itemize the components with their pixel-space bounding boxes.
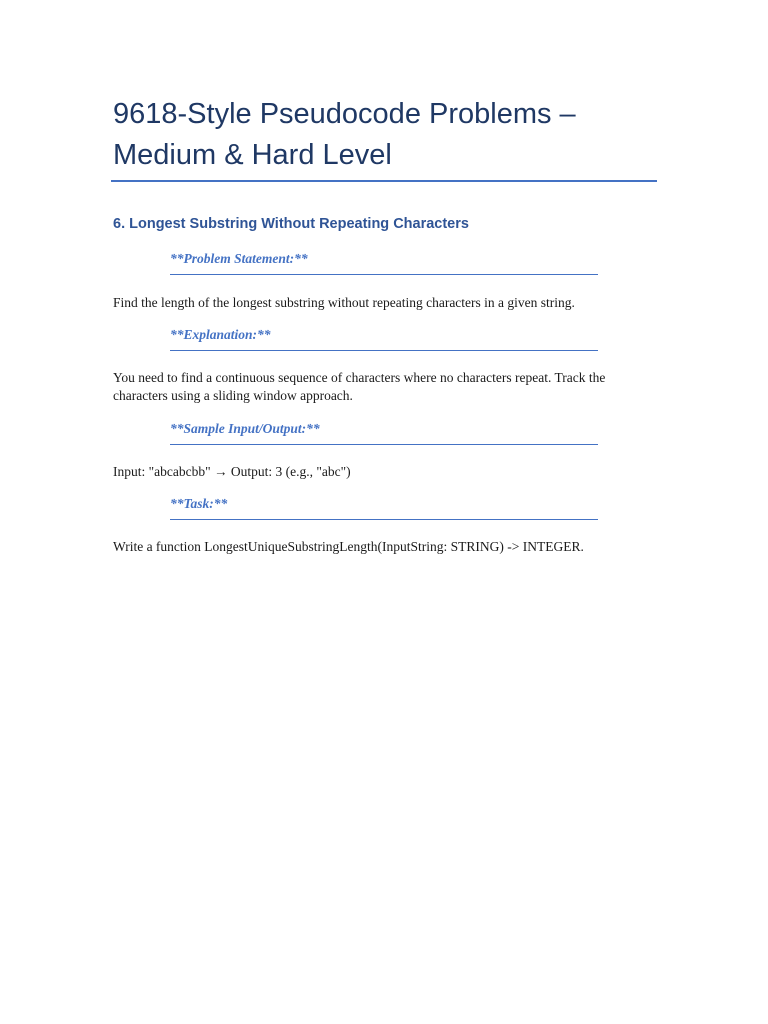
task-heading: **Task:** <box>170 494 598 520</box>
explanation-heading: **Explanation:** <box>170 325 598 351</box>
problem-statement-text: Find the length of the longest substring without repeating characters in a given string. <box>113 295 575 310</box>
task-text: Write a function LongestUniqueSubstringLength(InputString: STRING) -> INTEGER. <box>113 539 584 554</box>
problem-statement-heading: **Problem Statement:** <box>170 249 598 275</box>
section-heading: 6. Longest Substring Without Repeating Characters <box>113 216 469 232</box>
document-title: 9618-Style Pseudocode Problems – Medium & Hard Level <box>113 98 576 171</box>
sample-io-text: Input: "abcabcbb" → Output: 3 (e.g., "abc") <box>113 464 351 479</box>
sample-io-heading: **Sample Input/Output:** <box>170 419 598 445</box>
explanation-text: You need to find a continuous sequence of characters where no characters repeat. Track the characters using a sliding window approach. <box>113 370 606 403</box>
title-underline <box>111 180 657 182</box>
